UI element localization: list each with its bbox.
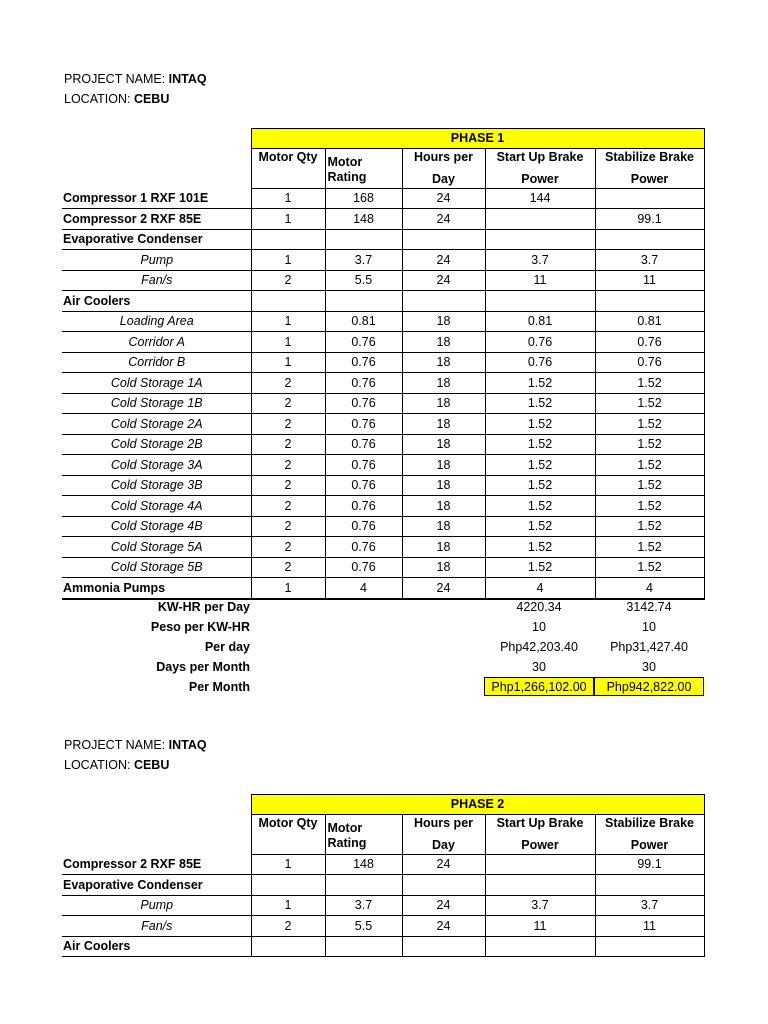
table-row: [62, 250, 704, 271]
cell-startup: 11: [485, 916, 595, 937]
cell-rating: [325, 875, 402, 896]
cell-rating: 3.7: [325, 250, 402, 271]
row-label: Cold Storage 4B: [62, 516, 251, 537]
header-row: [62, 148, 704, 188]
cell-rating: 5.5: [325, 916, 402, 937]
cell-qty: 2: [251, 373, 325, 394]
table-row: [62, 557, 704, 578]
cell-hours: 18: [402, 516, 485, 537]
cell-qty: [251, 291, 325, 312]
cell-startup: 1.52: [485, 414, 595, 435]
cell-hours: 18: [402, 393, 485, 414]
table-row: [62, 455, 704, 476]
cell-stabilize: 99.1: [595, 854, 704, 875]
cell-stabilize: 1.52: [595, 516, 704, 537]
row-label: Evaporative Condenser: [62, 229, 251, 250]
cell-startup: [485, 229, 595, 250]
cell-qty: 2: [251, 557, 325, 578]
cell-hours: 24: [402, 250, 485, 271]
cell-rating: 3.7: [325, 895, 402, 916]
cell-stabilize: [595, 291, 704, 312]
table-row: [62, 188, 704, 209]
row-label: Air Coolers: [62, 936, 251, 957]
cell-rating: 0.76: [325, 475, 402, 496]
cell-qty: 2: [251, 393, 325, 414]
cell-startup: [485, 291, 595, 312]
cell-startup: 3.7: [485, 895, 595, 916]
cell-hours: 24: [402, 188, 485, 209]
cell-startup: 0.81: [485, 311, 595, 332]
cell-hours: 18: [402, 352, 485, 373]
cell-qty: 1: [251, 311, 325, 332]
table-row: [62, 516, 704, 537]
table-row: [62, 854, 704, 875]
cell-rating: 148: [325, 209, 402, 230]
cell-stabilize: 1.52: [595, 537, 704, 558]
cell-rating: 168: [325, 188, 402, 209]
header-hours: Hours per Day: [402, 814, 485, 854]
row-label: Corridor A: [62, 332, 251, 353]
table-row: [62, 434, 704, 455]
summary-label: Peso per KW-HR: [150, 620, 250, 634]
row-label: Pump: [62, 895, 251, 916]
summary-stabilize-value: 30: [642, 660, 656, 674]
cell-stabilize: [595, 936, 704, 957]
cell-rating: 4: [325, 578, 402, 599]
row-label: Compressor 2 RXF 85E: [62, 209, 251, 230]
cell-hours: 18: [402, 434, 485, 455]
table-row: [62, 291, 704, 312]
header-startup: Start Up Brake Power: [485, 148, 595, 188]
cell-stabilize: 1.52: [595, 373, 704, 394]
cell-hours: 24: [402, 270, 485, 291]
header-stabilize: Stabilize Brake Power: [595, 148, 704, 188]
cell-rating: 0.76: [325, 496, 402, 517]
table-row: [62, 414, 704, 435]
table-row: [62, 209, 704, 230]
cell-startup: 1.52: [485, 557, 595, 578]
cell-hours: 24: [402, 209, 485, 230]
cell-startup: 0.76: [485, 352, 595, 373]
cell-rating: 0.76: [325, 516, 402, 537]
project-name-value: INTAQ: [168, 72, 207, 86]
project-name-label: PROJECT NAME:: [64, 72, 166, 86]
cell-hours: 18: [402, 537, 485, 558]
cell-stabilize: 1.52: [595, 496, 704, 517]
cell-hours: 18: [402, 496, 485, 517]
cell-stabilize: 1.52: [595, 414, 704, 435]
row-label: Fan/s: [62, 916, 251, 937]
phase-2-title: PHASE 2: [251, 795, 704, 815]
summary-startup-value: 4220.34: [516, 600, 562, 614]
cell-stabilize: 0.76: [595, 332, 704, 353]
table-row: [62, 936, 704, 957]
cell-rating: 148: [325, 854, 402, 875]
row-label: Fan/s: [62, 270, 251, 291]
cell-stabilize: 1.52: [595, 475, 704, 496]
row-label: Ammonia Pumps: [62, 578, 251, 599]
table-row: [62, 373, 704, 394]
table-row: [62, 311, 704, 332]
row-label: Cold Storage 5B: [62, 557, 251, 578]
row-label: Cold Storage 1A: [62, 373, 251, 394]
cell-qty: 2: [251, 270, 325, 291]
cell-stabilize: 4: [595, 578, 704, 599]
header-motor-qty: Motor Qty: [251, 148, 325, 188]
row-label: Air Coolers: [62, 291, 251, 312]
row-label: Cold Storage 3A: [62, 455, 251, 476]
cell-qty: 2: [251, 916, 325, 937]
cell-qty: 1: [251, 209, 325, 230]
header-motor-rating: Motor Rating: [325, 148, 402, 188]
cell-hours: 24: [402, 854, 485, 875]
project-name-value: INTAQ: [168, 738, 207, 752]
cell-qty: 1: [251, 854, 325, 875]
location-value: CEBU: [133, 758, 170, 772]
header-hours: Hours per Day: [402, 148, 485, 188]
table-row: [62, 332, 704, 353]
cell-rating: [325, 229, 402, 250]
cell-stabilize: [595, 188, 704, 209]
cell-qty: [251, 936, 325, 957]
table-row: [62, 229, 704, 250]
cell-qty: [251, 229, 325, 250]
cell-hours: [402, 291, 485, 312]
table-row: [62, 916, 704, 937]
summary-label: Per day: [204, 640, 250, 654]
cell-qty: 2: [251, 516, 325, 537]
cell-rating: 0.76: [325, 414, 402, 435]
cell-rating: 0.76: [325, 332, 402, 353]
phase-1-table: [62, 128, 705, 600]
location-label: LOCATION:: [64, 758, 131, 772]
cell-hours: [402, 229, 485, 250]
cell-startup: 1.52: [485, 434, 595, 455]
cell-hours: 24: [402, 916, 485, 937]
cell-hours: 18: [402, 414, 485, 435]
cell-startup: 1.52: [485, 537, 595, 558]
table-row: [62, 895, 704, 916]
cell-stabilize: [595, 229, 704, 250]
cell-startup: [485, 875, 595, 896]
row-label: Cold Storage 2A: [62, 414, 251, 435]
header-startup: Start Up Brake Power: [485, 814, 595, 854]
cell-qty: 1: [251, 332, 325, 353]
cell-startup: 1.52: [485, 393, 595, 414]
cell-qty: 1: [251, 352, 325, 373]
cell-hours: 18: [402, 373, 485, 394]
cell-stabilize: 99.1: [595, 209, 704, 230]
cell-stabilize: 1.52: [595, 455, 704, 476]
cell-rating: [325, 291, 402, 312]
cell-stabilize: 1.52: [595, 393, 704, 414]
cell-rating: 0.81: [325, 311, 402, 332]
cell-qty: 1: [251, 250, 325, 271]
table-row: [62, 496, 704, 517]
row-label: Cold Storage 2B: [62, 434, 251, 455]
summary-stabilize-value: 10: [642, 620, 656, 634]
cell-startup: [485, 854, 595, 875]
summary-stabilize-value: Php942,822.00: [594, 677, 704, 696]
summary-label: Days per Month: [156, 660, 250, 674]
location-label: LOCATION:: [64, 92, 131, 106]
cell-rating: [325, 936, 402, 957]
cell-startup: 4: [485, 578, 595, 599]
cell-qty: 2: [251, 475, 325, 496]
cell-startup: 0.76: [485, 332, 595, 353]
cell-hours: 24: [402, 895, 485, 916]
cell-qty: 1: [251, 578, 325, 599]
cell-qty: 2: [251, 434, 325, 455]
row-label: Compressor 1 RXF 101E: [62, 188, 251, 209]
cell-rating: 0.76: [325, 393, 402, 414]
row-label: Evaporative Condenser: [62, 875, 251, 896]
phase-2-table: [62, 794, 705, 957]
cell-hours: [402, 875, 485, 896]
cell-startup: 1.52: [485, 475, 595, 496]
summary-label: Per Month: [188, 680, 250, 694]
row-label: Cold Storage 4A: [62, 496, 251, 517]
cell-hours: [402, 936, 485, 957]
cell-rating: 0.76: [325, 537, 402, 558]
project-info-2: [64, 735, 207, 775]
summary-stabilize-value: 3142.74: [626, 600, 672, 614]
cell-startup: 1.52: [485, 455, 595, 476]
table-row: [62, 578, 704, 599]
cell-rating: 5.5: [325, 270, 402, 291]
cell-hours: 18: [402, 557, 485, 578]
cell-qty: 2: [251, 455, 325, 476]
cell-stabilize: 1.52: [595, 434, 704, 455]
cell-stabilize: 3.7: [595, 250, 704, 271]
summary-startup-value: Php1,266,102.00: [484, 677, 594, 696]
table-row: [62, 475, 704, 496]
row-label: Pump: [62, 250, 251, 271]
header-motor-qty: Motor Qty: [251, 814, 325, 854]
cell-qty: [251, 875, 325, 896]
cell-hours: 18: [402, 332, 485, 353]
cell-rating: 0.76: [325, 373, 402, 394]
cell-stabilize: 3.7: [595, 895, 704, 916]
summary-startup-value: Php42,203.40: [500, 640, 578, 654]
table-row: [62, 875, 704, 896]
cell-stabilize: 11: [595, 916, 704, 937]
row-label: Cold Storage 3B: [62, 475, 251, 496]
cell-stabilize: 0.81: [595, 311, 704, 332]
row-label: Loading Area: [62, 311, 251, 332]
cell-startup: 1.52: [485, 373, 595, 394]
cell-stabilize: 11: [595, 270, 704, 291]
location-value: CEBU: [133, 92, 170, 106]
cell-startup: 144: [485, 188, 595, 209]
cell-rating: 0.76: [325, 455, 402, 476]
cell-rating: 0.76: [325, 434, 402, 455]
cell-qty: 2: [251, 414, 325, 435]
cell-qty: 1: [251, 895, 325, 916]
table-row: [62, 537, 704, 558]
summary-startup-value: 30: [532, 660, 546, 674]
row-label: Corridor B: [62, 352, 251, 373]
cell-hours: 18: [402, 455, 485, 476]
row-label: Compressor 2 RXF 85E: [62, 854, 251, 875]
header-stabilize: Stabilize Brake Power: [595, 814, 704, 854]
cell-startup: [485, 936, 595, 957]
cell-hours: 24: [402, 578, 485, 599]
summary-stabilize-value: Php31,427.40: [610, 640, 688, 654]
phase-1-title: PHASE 1: [251, 129, 704, 149]
cell-startup: 3.7: [485, 250, 595, 271]
cell-hours: 18: [402, 475, 485, 496]
table-row: [62, 352, 704, 373]
cell-rating: 0.76: [325, 352, 402, 373]
cell-rating: 0.76: [325, 557, 402, 578]
cell-stabilize: 0.76: [595, 352, 704, 373]
cell-qty: 2: [251, 537, 325, 558]
cell-startup: 11: [485, 270, 595, 291]
summary-label: KW-HR per Day: [157, 600, 250, 614]
summary-startup-value: 10: [532, 620, 546, 634]
table-row: [62, 270, 704, 291]
header-motor-rating: Motor Rating: [325, 814, 402, 854]
header-row: [62, 814, 704, 854]
row-label: Cold Storage 5A: [62, 537, 251, 558]
cell-stabilize: [595, 875, 704, 896]
cell-hours: 18: [402, 311, 485, 332]
row-label: Cold Storage 1B: [62, 393, 251, 414]
table-row: [62, 393, 704, 414]
cell-stabilize: 1.52: [595, 557, 704, 578]
cell-qty: 1: [251, 188, 325, 209]
cell-qty: 2: [251, 496, 325, 517]
cell-startup: [485, 209, 595, 230]
project-name-label: PROJECT NAME:: [64, 738, 166, 752]
project-info-1: [64, 69, 207, 109]
cell-startup: 1.52: [485, 516, 595, 537]
cell-startup: 1.52: [485, 496, 595, 517]
